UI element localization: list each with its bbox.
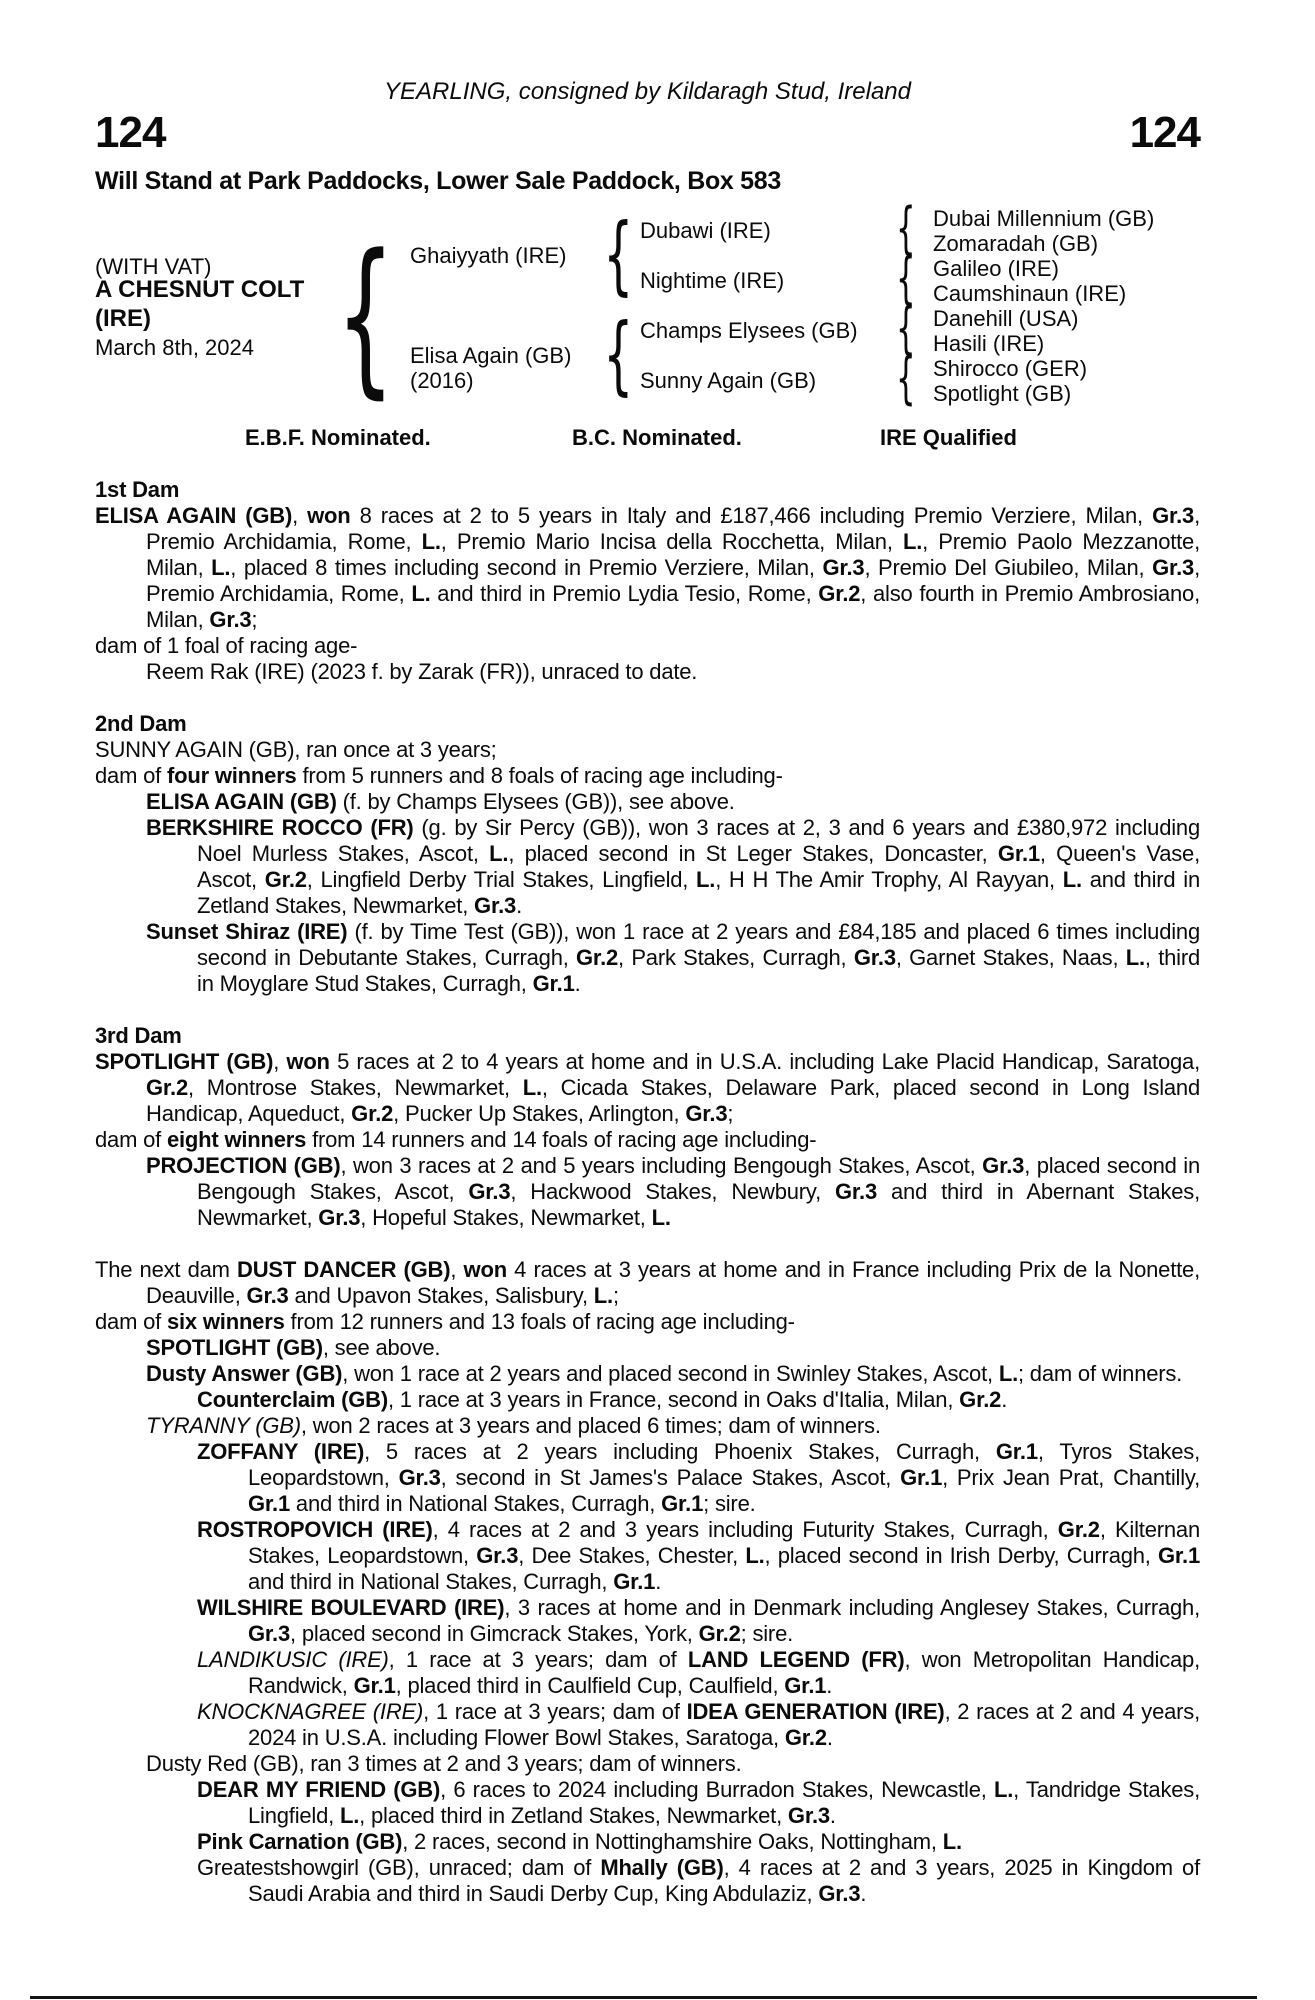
text-segment: Gr.3 bbox=[787, 1803, 830, 1828]
text-segment: KNOCKNAGREE (IRE) bbox=[197, 1699, 424, 1724]
sire-sire-name: Dubawi (IRE) bbox=[640, 218, 771, 243]
text-segment: , 6 races to 2024 including Burradon Stakes, Newcastle, bbox=[440, 1777, 994, 1802]
text-segment: won bbox=[286, 1049, 330, 1074]
text-segment: . bbox=[574, 971, 581, 996]
text-segment: , Hackwood Stakes, Newbury, bbox=[510, 1179, 835, 1204]
nominations-row bbox=[95, 425, 1200, 451]
text-segment: Gr.3 bbox=[318, 1205, 361, 1230]
text-segment: , 2 races at 2 and 4 years, 2024 in U.S.A. including Flower Bowl Stakes, Saratoga, bbox=[248, 1699, 1200, 1750]
text-segment: dam of bbox=[95, 1127, 167, 1152]
pedigree-paragraph bbox=[95, 1049, 1200, 1127]
text-segment: Gr.3 bbox=[1152, 503, 1195, 528]
text-segment: Greatestshowgirl (GB), unraced; dam of bbox=[197, 1855, 601, 1880]
text-segment: 5 races at 2 to 4 years at home and in U.S.A. including Lake Placid Handicap, Saratoga, bbox=[329, 1049, 1200, 1074]
sire-name: Ghaiyyath (IRE) bbox=[410, 243, 567, 268]
text-segment: Gr.3 bbox=[248, 1621, 291, 1646]
text-segment: , also fourth in Premio Ambrosiano, Milan, bbox=[146, 581, 1200, 632]
text-segment: PROJECTION (GB) bbox=[146, 1153, 341, 1178]
text-segment: Gr.3 bbox=[468, 1179, 511, 1204]
text-segment: . bbox=[829, 1803, 836, 1828]
text-segment: Gr.1 bbox=[661, 1491, 704, 1516]
pedigree-paragraph bbox=[95, 1361, 1200, 1387]
dam-sire-name: Champs Elysees (GB) bbox=[640, 318, 858, 343]
text-segment: and Upavon Stakes, Salisbury, bbox=[288, 1283, 594, 1308]
pedigree-paragraph bbox=[95, 659, 1200, 685]
text-segment: Gr.1 bbox=[248, 1491, 291, 1516]
pedigree-brace-dam bbox=[603, 316, 633, 394]
text-segment: , Garnet Stakes, Naas, bbox=[895, 945, 1126, 970]
pedigree-paragraph bbox=[95, 789, 1200, 815]
dam-dam-name: Sunny Again (GB) bbox=[640, 368, 817, 393]
dam-year: (2016) bbox=[410, 368, 474, 393]
gg-name-7: Shirocco (GER) bbox=[933, 356, 1088, 381]
pedigree-paragraph bbox=[95, 1517, 1200, 1595]
text-segment: Gr.3 bbox=[1152, 555, 1195, 580]
text-segment: . bbox=[826, 1673, 833, 1698]
text-segment: SPOTLIGHT (GB) bbox=[95, 1049, 274, 1074]
text-segment: . bbox=[1001, 1387, 1008, 1412]
text-segment: 8 races at 2 to 5 years in Italy and £187,466 including Premio Verziere, Milan, bbox=[350, 503, 1153, 528]
text-segment: , Dee Stakes, Chester, bbox=[518, 1543, 746, 1568]
text-segment: L. bbox=[211, 555, 231, 580]
text-segment: , won 2 races at 3 years and placed 6 times; dam of winners. bbox=[300, 1413, 881, 1438]
pedigree-paragraph bbox=[95, 1257, 1200, 1309]
text-segment: SUNNY AGAIN (GB), ran once at 3 years; bbox=[95, 737, 497, 762]
text-segment: , Premio Archidamia, Rome, bbox=[146, 503, 1200, 554]
text-segment: , Premio Archidamia, Rome, bbox=[146, 555, 1200, 606]
gg-name-8: Spotlight (GB) bbox=[933, 381, 1072, 406]
pedigree-paragraph bbox=[95, 1829, 1200, 1855]
text-segment: L. bbox=[696, 867, 716, 892]
text-segment: L. bbox=[489, 841, 509, 866]
text-segment: four winners bbox=[166, 763, 297, 788]
pedigree-paragraph bbox=[95, 1413, 1200, 1439]
text-segment: ELISA AGAIN (GB) bbox=[146, 789, 337, 814]
text-segment: ; sire. bbox=[703, 1491, 756, 1516]
text-segment: , see above. bbox=[322, 1335, 441, 1360]
dam-section-heading: 2nd Dam bbox=[95, 711, 187, 736]
text-segment: ELISA AGAIN (GB) bbox=[95, 503, 293, 528]
text-segment: and third in Abernant Stakes, Newmarket, bbox=[197, 1179, 1200, 1230]
pedigree-paragraph bbox=[95, 763, 1200, 789]
text-segment: Gr.2 bbox=[784, 1725, 827, 1750]
text-segment: Dusty Red (GB), ran 3 times at 2 and 3 years; dam of winners. bbox=[146, 1751, 742, 1776]
text-segment: , won Metropolitan Handicap, Randwick, bbox=[248, 1647, 1200, 1698]
pedigree-paragraph bbox=[95, 1309, 1200, 1335]
text-segment: , placed 8 times including second in Premio Verziere, Milan, bbox=[230, 555, 823, 580]
gg-name-1: Dubai Millennium (GB) bbox=[933, 206, 1155, 231]
foal-date: March 8th, 2024 bbox=[95, 335, 254, 360]
sire-dam-name: Nightime (IRE) bbox=[640, 268, 785, 293]
text-segment: LAND LEGEND (FR) bbox=[687, 1647, 905, 1672]
text-segment: , 4 races at 2 and 3 years including Futurity Stakes, Curragh, bbox=[432, 1517, 1058, 1542]
pedigree-paragraph bbox=[95, 1595, 1200, 1647]
text-segment: . bbox=[655, 1569, 662, 1594]
text-segment: Gr.1 bbox=[997, 841, 1040, 866]
pedigree-paragraph bbox=[95, 1777, 1200, 1829]
gg-name-6: Hasili (IRE) bbox=[933, 331, 1045, 356]
text-segment: from 5 runners and 8 foals of racing age including- bbox=[296, 763, 783, 788]
gg-name-3: Galileo (IRE) bbox=[933, 256, 1059, 281]
text-segment: won bbox=[307, 503, 351, 528]
lot-number-right: 124 bbox=[1129, 108, 1200, 157]
colt-name-line1: A CHESNUT COLT bbox=[95, 276, 305, 303]
text-segment: The next dam bbox=[95, 1257, 238, 1282]
gg-name-4: Caumshinaun (IRE) bbox=[933, 281, 1127, 306]
text-segment: , 1 race at 3 years in France, second in Oaks d'Italia, Milan, bbox=[387, 1387, 960, 1412]
text-segment: and third in National Stakes, Curragh, bbox=[290, 1491, 662, 1516]
text-segment: from 14 runners and 14 foals of racing age including- bbox=[306, 1127, 817, 1152]
pedigree-paragraph bbox=[95, 1751, 1200, 1777]
pedigree-paragraph bbox=[95, 919, 1200, 997]
text-segment: Gr.3 bbox=[835, 1179, 878, 1204]
text-segment: L. bbox=[998, 1361, 1018, 1386]
page-content bbox=[95, 0, 1200, 1907]
text-segment: L. bbox=[745, 1543, 765, 1568]
text-segment: . bbox=[860, 1881, 867, 1906]
text-segment: , placed second in St Leger Stakes, Doncaster, bbox=[508, 841, 998, 866]
text-segment: ; bbox=[612, 1283, 619, 1308]
text-segment: , placed second in Irish Derby, Curragh, bbox=[764, 1543, 1158, 1568]
text-segment: , Premio Paolo Mezzanotte, Milan, bbox=[146, 529, 1200, 580]
text-segment: , Hopeful Stakes, Newmarket, bbox=[360, 1205, 652, 1230]
text-segment: 4 races at 3 years at home and in France including Prix de la Nonette, Deauville, bbox=[146, 1257, 1200, 1308]
text-segment: L. bbox=[421, 529, 441, 554]
text-segment: ROSTROPOVICH (IRE) bbox=[197, 1517, 433, 1542]
text-segment: Gr.3 bbox=[982, 1153, 1025, 1178]
pedigree-paragraph bbox=[95, 1699, 1200, 1751]
text-segment: Gr.1 bbox=[613, 1569, 656, 1594]
pedigree-paragraph bbox=[95, 815, 1200, 919]
text-segment: Sunset Shiraz (IRE) bbox=[146, 919, 348, 944]
pedigree-paragraph bbox=[95, 1335, 1200, 1361]
text-segment: Gr.2 bbox=[576, 945, 619, 970]
text-segment: , placed third in Zetland Stakes, Newmarket, bbox=[359, 1803, 788, 1828]
text-segment: L. bbox=[993, 1777, 1014, 1802]
text-segment: SPOTLIGHT (GB) bbox=[146, 1335, 323, 1360]
text-segment: ; sire. bbox=[740, 1621, 794, 1646]
text-segment: Mhally (GB) bbox=[600, 1855, 724, 1880]
text-segment: , bbox=[273, 1049, 287, 1074]
text-segment: , 5 races at 2 years including Phoenix Stakes, Curragh, bbox=[364, 1439, 996, 1464]
ebf-nominated-label: E.B.F. Nominated. bbox=[245, 425, 431, 450]
text-segment: ZOFFANY (IRE) bbox=[197, 1439, 365, 1464]
pedigree-paragraph bbox=[95, 1127, 1200, 1153]
dam-section-heading: 3rd Dam bbox=[95, 1023, 182, 1048]
text-segment: L. bbox=[902, 529, 923, 554]
text-segment: , placed second in Bengough Stakes, Ascot, bbox=[197, 1153, 1200, 1204]
text-segment: IDEA GENERATION (IRE) bbox=[686, 1699, 945, 1724]
text-segment: . bbox=[516, 893, 522, 918]
text-segment: eight winners bbox=[166, 1127, 307, 1152]
text-segment: Gr.2 bbox=[818, 581, 861, 606]
text-segment: L. bbox=[411, 581, 431, 606]
text-segment: Gr.2 bbox=[264, 867, 307, 892]
text-segment: six winners bbox=[166, 1309, 285, 1334]
gg-name-5: Danehill (USA) bbox=[933, 306, 1079, 331]
consignor-line: YEARLING, consigned by Kildaragh Stud, Ireland bbox=[384, 78, 911, 105]
text-segment: , Tandridge Stakes, Lingfield, bbox=[248, 1777, 1200, 1828]
pedigree-paragraph bbox=[95, 1439, 1200, 1517]
text-segment: ; bbox=[251, 607, 258, 632]
text-segment: Counterclaim (GB) bbox=[197, 1387, 388, 1412]
text-segment: Gr.3 bbox=[822, 555, 865, 580]
text-segment: won bbox=[463, 1257, 507, 1282]
text-segment: , placed third in Caulfield Cup, Caulfield, bbox=[395, 1673, 785, 1698]
text-segment: Gr.3 bbox=[476, 1543, 519, 1568]
text-segment: , 4 races at 2 and 3 years, 2025 in Kingdom of Saudi Arabia and third in Saudi Derby Cup, King Abdulaziz, bbox=[248, 1855, 1201, 1906]
bc-nominated-label: B.C. Nominated. bbox=[572, 425, 742, 450]
colt-name-line2: (IRE) bbox=[95, 305, 151, 332]
text-segment: , Queen's Vase, Ascot, bbox=[197, 841, 1201, 892]
text-segment: , 3 races at home and in Denmark including Anglesey Stakes, Curragh, bbox=[504, 1595, 1200, 1620]
text-segment: , second in St James's Palace Stakes, Ascot, bbox=[440, 1465, 901, 1490]
pedigree-table bbox=[95, 202, 1200, 407]
text-segment: and third in Premio Lydia Tesio, Rome, bbox=[430, 581, 819, 606]
text-segment: Gr.1 bbox=[784, 1673, 827, 1698]
text-segment: Dusty Answer (GB) bbox=[146, 1361, 343, 1386]
gg-name-2: Zomaradah (GB) bbox=[933, 231, 1099, 256]
text-segment: , Kilternan Stakes, Leopardstown, bbox=[248, 1517, 1200, 1568]
text-segment: Gr.2 bbox=[1057, 1517, 1100, 1542]
text-segment: , third in Moyglare Stud Stakes, Curragh, bbox=[197, 945, 1201, 996]
vat-note: (WITH VAT) bbox=[95, 254, 212, 279]
text-segment: BERKSHIRE ROCCO (FR) bbox=[146, 815, 414, 840]
text-segment: , 1 race at 3 years; dam of bbox=[388, 1647, 688, 1672]
lot-number-row bbox=[95, 110, 1200, 156]
text-segment: Gr.3 bbox=[853, 945, 896, 970]
text-segment: , H H The Amir Trophy, Al Rayyan, bbox=[715, 867, 1063, 892]
text-segment: DUST DANCER (GB) bbox=[237, 1257, 451, 1282]
text-segment: , Prix Jean Prat, Chantilly, bbox=[942, 1465, 1200, 1490]
text-segment: dam of 1 foal of racing age- bbox=[95, 633, 358, 658]
pedigree-brace-gen1 bbox=[350, 238, 380, 394]
text-segment: Gr.1 bbox=[353, 1673, 396, 1698]
text-segment: Gr.1 bbox=[1158, 1543, 1201, 1568]
text-segment: , won 3 races at 2 and 5 years including Bengough Stakes, Ascot, bbox=[340, 1153, 983, 1178]
text-segment: L. bbox=[651, 1205, 671, 1230]
pedigree-brace-gg4 bbox=[893, 354, 919, 404]
dam-section-heading: 1st Dam bbox=[95, 477, 180, 502]
text-segment: Gr.1 bbox=[900, 1465, 943, 1490]
pedigree-paragraph bbox=[95, 1855, 1200, 1907]
text-segment: and third in National Stakes, Curragh, bbox=[248, 1569, 614, 1594]
stand-location-line: Will Stand at Park Paddocks, Lower Sale Paddock, Box 583 bbox=[95, 167, 781, 195]
text-segment: Gr.3 bbox=[474, 893, 517, 918]
text-segment: dam of bbox=[95, 1309, 167, 1334]
text-segment: (g. by Sir Percy (GB)), won 3 races at 2, 3 and 6 years and £380,972 including Noel Murless Stakes, Ascot, bbox=[197, 815, 1200, 866]
text-segment: from 12 runners and 13 foals of racing age including- bbox=[284, 1309, 795, 1334]
text-segment: Gr.1 bbox=[995, 1439, 1038, 1464]
text-segment: ; dam of winners. bbox=[1017, 1361, 1183, 1386]
text-segment: Gr.3 bbox=[209, 607, 252, 632]
text-segment: Gr.3 bbox=[398, 1465, 441, 1490]
text-segment: ; bbox=[727, 1101, 734, 1126]
text-segment: Gr.2 bbox=[698, 1621, 741, 1646]
text-segment: , 2 races, second in Nottinghamshire Oaks, Nottingham, bbox=[402, 1829, 943, 1854]
text-segment: LANDIKUSIC (IRE) bbox=[197, 1647, 389, 1672]
text-segment: , Cicada Stakes, Delaware Park, placed second in Long Island Handicap, Aqueduct, bbox=[146, 1075, 1200, 1126]
text-segment: L. bbox=[522, 1075, 542, 1100]
text-segment: L. bbox=[1125, 945, 1145, 970]
text-segment: , Premio Mario Incisa della Rocchetta, Milan, bbox=[440, 529, 903, 554]
dam-name: Elisa Again (GB) bbox=[410, 343, 572, 368]
text-segment: , Pucker Up Stakes, Arlington, bbox=[393, 1101, 686, 1126]
text-segment: , Park Stakes, Curragh, bbox=[618, 945, 854, 970]
text-segment: , bbox=[450, 1257, 464, 1282]
text-segment: , bbox=[292, 503, 308, 528]
pedigree-paragraph bbox=[95, 633, 1200, 659]
text-segment: Gr.3 bbox=[685, 1101, 728, 1126]
text-segment: Reem Rak (IRE) (2023 f. by Zarak (FR)), unraced to date. bbox=[146, 659, 698, 684]
text-segment: Gr.2 bbox=[351, 1101, 394, 1126]
text-segment: and third in Zetland Stakes, Newmarket, bbox=[197, 867, 1200, 918]
text-segment: (f. by Time Test (GB)), won 1 race at 2 years and £84,185 and placed 6 times including second in Debutante Stakes, Curragh, bbox=[197, 919, 1200, 970]
pedigree-text-sections bbox=[95, 477, 1200, 1907]
text-segment: TYRANNY (GB) bbox=[146, 1413, 301, 1438]
pedigree-paragraph bbox=[95, 1153, 1200, 1231]
text-segment: Gr.3 bbox=[818, 1881, 861, 1906]
text-segment: , Lingfield Derby Trial Stakes, Lingfield, bbox=[306, 867, 697, 892]
text-segment: dam of bbox=[95, 763, 167, 788]
page-bottom-rule bbox=[30, 1996, 1257, 1999]
text-segment: , placed second in Gimcrack Stakes, York, bbox=[290, 1621, 699, 1646]
text-segment: , 1 race at 3 years; dam of bbox=[423, 1699, 687, 1724]
pedigree-paragraph bbox=[95, 1387, 1200, 1413]
text-segment: , won 1 race at 2 years and placed second in Swinley Stakes, Ascot, bbox=[342, 1361, 999, 1386]
text-segment: , Premio Del Giubileo, Milan, bbox=[864, 555, 1153, 580]
text-segment: L. bbox=[1062, 867, 1082, 892]
lot-number-left: 124 bbox=[95, 108, 166, 157]
text-segment: L. bbox=[942, 1829, 962, 1854]
text-segment: WILSHIRE BOULEVARD (IRE) bbox=[197, 1595, 505, 1620]
text-segment: DEAR MY FRIEND (GB) bbox=[197, 1777, 441, 1802]
text-segment: , Montrose Stakes, Newmarket, bbox=[188, 1075, 523, 1100]
text-segment: Pink Carnation (GB) bbox=[197, 1829, 403, 1854]
pedigree-brace-sire bbox=[603, 216, 633, 294]
pedigree-paragraph bbox=[95, 503, 1200, 633]
text-segment: Gr.2 bbox=[959, 1387, 1002, 1412]
text-segment: Gr.2 bbox=[146, 1075, 189, 1100]
text-segment: L. bbox=[593, 1283, 613, 1308]
text-segment: (f. by Champs Elysees (GB)), see above. bbox=[336, 789, 735, 814]
pedigree-paragraph bbox=[95, 737, 1200, 763]
pedigree-paragraph bbox=[95, 1647, 1200, 1699]
text-segment: , Tyros Stakes, Leopardstown, bbox=[248, 1439, 1200, 1490]
text-segment: . bbox=[826, 1725, 833, 1750]
text-segment: Gr.1 bbox=[532, 971, 575, 996]
text-segment: L. bbox=[339, 1803, 360, 1828]
ire-qualified-label: IRE Qualified bbox=[880, 425, 1017, 450]
text-segment: Gr.3 bbox=[246, 1283, 289, 1308]
